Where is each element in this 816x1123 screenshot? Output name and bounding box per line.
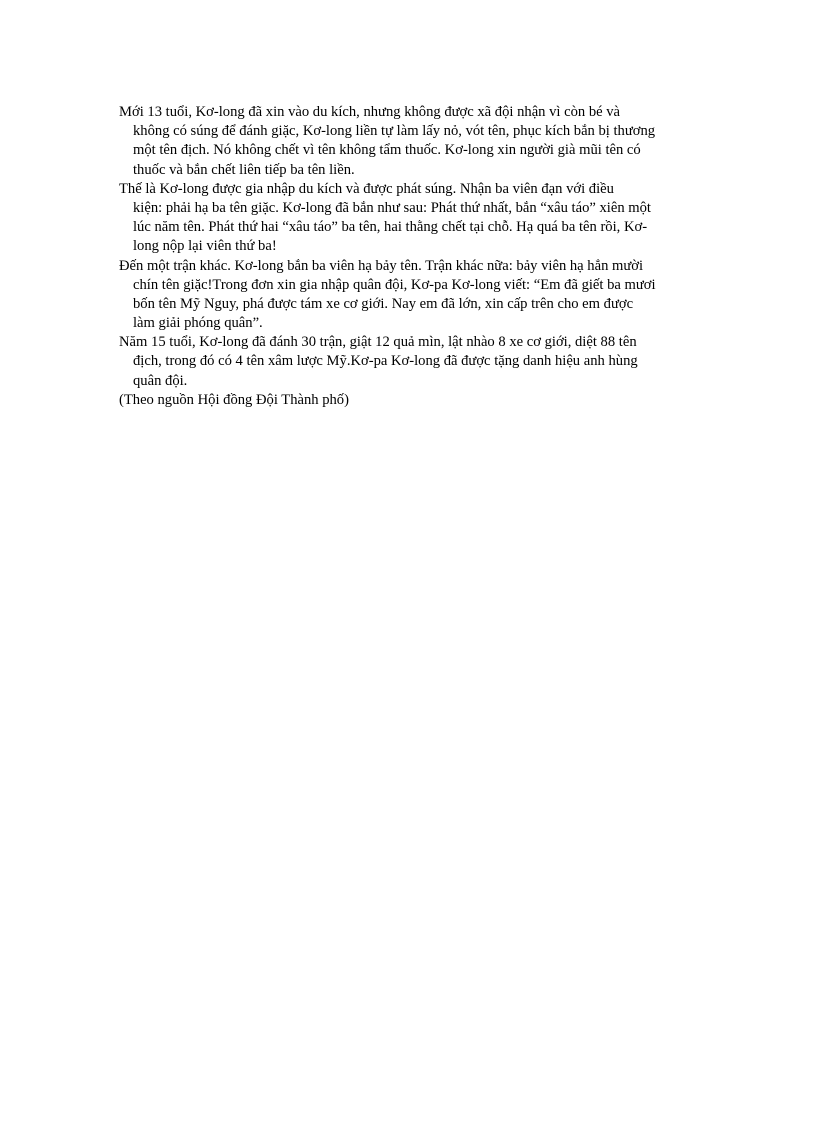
paragraph-1 [119,103,719,180]
document-body [119,103,719,410]
paragraph-line: địch, trong đó có 4 tên xâm lược Mỹ.Kơ-pa Kơ-long đã được tặng danh hiệu anh hùng [133,353,638,370]
paragraph-line: chín tên giặc!Trong đơn xin gia nhập quân đội, Kơ-pa Kơ-long viết: “Em đã giết ba mươi [133,276,656,293]
paragraph-2 [119,180,719,257]
paragraph-line: kiện: phải hạ ba tên giặc. Kơ-long đã bắn như sau: Phát thứ nhất, bắn “xâu táo” xiên một [133,199,651,216]
paragraph-line: Năm 15 tuổi, Kơ-long đã đánh 30 trận, giật 12 quả mìn, lật nhào 8 xe cơ giới, diệt 88 tên [119,334,637,351]
paragraph-line: không có súng để đánh giặc, Kơ-long liền tự làm lấy nỏ, vót tên, phục kích bắn bị thương [133,123,656,140]
paragraph-line: Thế là Kơ-long được gia nhập du kích và được phát súng. Nhận ba viên đạn với điều [119,180,614,197]
paragraph-line: thuốc và bắn chết liên tiếp ba tên liền. [133,161,355,178]
paragraph-line: bốn tên Mỹ Nguy, phá được tám xe cơ giới. Nay em đã lớn, xin cấp trên cho em được [133,295,634,312]
paragraph-4 [119,333,719,391]
paragraph-line: làm giải phóng quân”. [133,315,263,332]
citation-line: (Theo nguồn Hội đồng Đội Thành phố) [119,391,349,408]
source-citation [119,391,719,410]
paragraph-line: long nộp lại viên thứ ba! [133,238,277,255]
paragraph-line: lúc năm tên. Phát thứ hai “xâu táo” ba tên, hai thằng chết tại chỗ. Hạ quá ba tên rồi, Kơ- [133,219,648,236]
paragraph-line: một tên địch. Nó không chết vì tên không tẩm thuốc. Kơ-long xin người già mũi tên có [133,142,641,159]
paragraph-line: quân đội. [133,372,188,389]
paragraph-3 [119,257,719,334]
paragraph-line: Mới 13 tuổi, Kơ-long đã xin vào du kích, nhưng không được xã đội nhận vì còn bé và [119,104,621,120]
paragraph-line: Đến một trận khác. Kơ-long bắn ba viên hạ bảy tên. Trận khác nữa: bảy viên hạ hẳn mười [119,257,644,274]
